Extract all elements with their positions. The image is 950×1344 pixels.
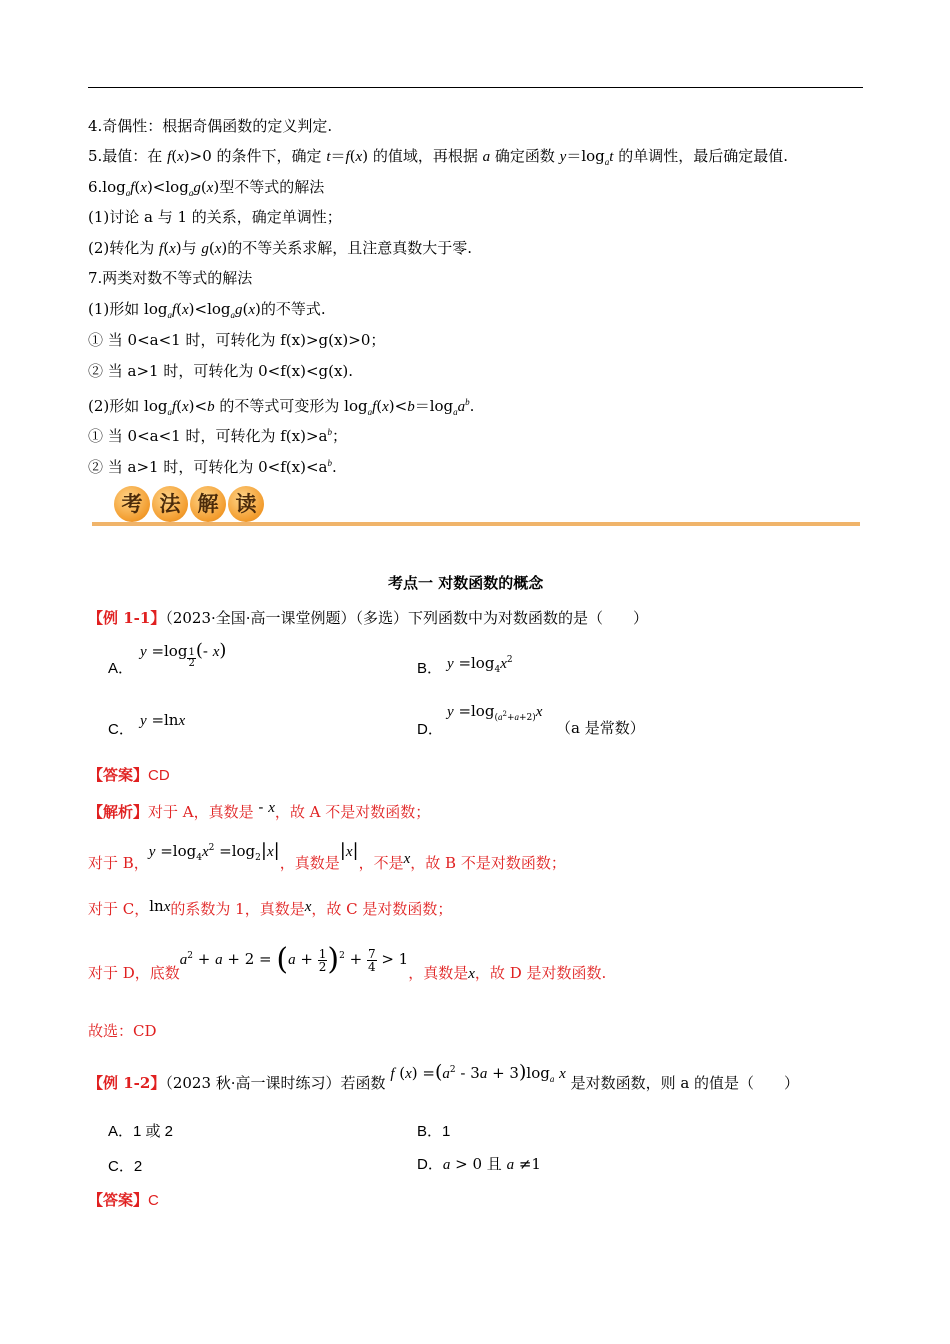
ex1-analysis-d: 对于 D，底数$a^2 + a + 2 = (a$ + $\frac{1}{2}$ )$^2$ + $\frac{7}{4}$ > 1，真数是x，故 D 是对数函数.	[88, 942, 607, 982]
ex1-option-d-note: （a 是常数）	[556, 719, 645, 737]
item-4: 4.奇偶性：根据奇偶函数的定义判定.	[88, 117, 333, 135]
ex1-option-a-label: A．	[108, 660, 134, 677]
ex1-analysis-b: 对于 B，$y =\log_4x^2 =\log_2|x|$，真数是|x|，不是x，故 B 不是对数函数；	[88, 840, 566, 872]
header-rule	[88, 87, 863, 88]
ex1-option-b-label: B．	[417, 660, 443, 677]
item-7-2: (2)形如 $\log_af(x)<b$ 的不等式可变形为 $\log_af(x)<b=\log_aa^b$.	[88, 397, 475, 417]
item-6-1: (1)讨论 a 与 1 的关系，确定单调性；	[88, 208, 342, 226]
ex1-analysis-c: 对于 C，lnx的系数为 1，真数是x，故 C 是对数函数；	[88, 897, 453, 918]
banner-char-2: 法	[152, 486, 188, 522]
ex1-option-a-formula: y =log $\frac{1}{2}$ (- x)	[140, 640, 227, 669]
item-7-2-a: ① 当 0<a<1 时，可转化为 $f(x)>a^b$；	[88, 427, 347, 445]
item-7-1-b: ② 当 a>1 时，可转化为 0<f(x)<g(x).	[88, 362, 354, 380]
ex1-conclusion: 故选：CD	[88, 1022, 157, 1040]
ex1-option-c-formula: y =lnx	[140, 711, 186, 729]
banner-char-3: 解	[190, 486, 226, 522]
item-7-1-a: ① 当 0<a<1 时，可转化为 f(x)>g(x)>0；	[88, 331, 386, 349]
ex1-option-b-formula: $y =\log_4x^2$	[447, 654, 513, 675]
ex2-option-b: B．1	[417, 1123, 451, 1140]
ex1-question: 【例 1-1】（2023·全国·高一课堂例题）（多选）下列函数中为对数函数的是（ ）	[88, 609, 649, 627]
ex1-option-c-label: C．	[108, 721, 134, 738]
section-banner	[88, 484, 860, 528]
ex1-analysis-a: 【解析】对于 A，真数是 - x，故 A 不是对数函数；	[88, 798, 431, 821]
ex1-option-d-label: D．	[417, 721, 443, 738]
item-7: 7.两类对数不等式的解法	[88, 269, 253, 287]
banner-underline	[92, 522, 860, 526]
ex2-option-c: C．2	[108, 1158, 143, 1175]
item-6-2: (2)转化为 f(x)与 g(x)的不等关系求解，且注意真数大于零.	[88, 239, 473, 257]
ex2-answer: 【答案】C	[88, 1192, 159, 1209]
banner-char-4: 读	[228, 486, 264, 522]
item-6: $6.\log_af(x)<\log_ag(x)$型不等式的解法	[88, 178, 325, 198]
ex2-question: 【例 1-2】（2023 秋·高一课时练习）若函数 f $(x) =(a^2 - 3a + 3)\log_a$ x 是对数函数，则 a 的值是（ ）	[88, 1061, 800, 1092]
ex2-option-d: D．a > 0 且 a ≠1	[417, 1155, 541, 1173]
ex2-option-a: A．1 或 2	[108, 1123, 174, 1140]
item-7-2-b: ② 当 a>1 时，可转化为 $0<f(x)<a^b$.	[88, 458, 337, 476]
item-7-1: (1)形如 $\log_af(x)<\log_ag(x)$的不等式.	[88, 300, 326, 320]
ex1-option-d-formula: $y =\log_{(a^2+a+2)}x$	[447, 702, 543, 723]
banner-char-1: 考	[114, 486, 150, 522]
section-title: 考点一 对数函数的概念	[388, 574, 544, 592]
ex1-answer: 【答案】CD	[88, 767, 170, 784]
item-5: 5.最值：在 f(x)>0 的条件下，确定 t＝f(x) 的值域，再根据 a 确定函数 $y=\log_at$ 的单调性，最后确定最值.	[88, 147, 788, 167]
